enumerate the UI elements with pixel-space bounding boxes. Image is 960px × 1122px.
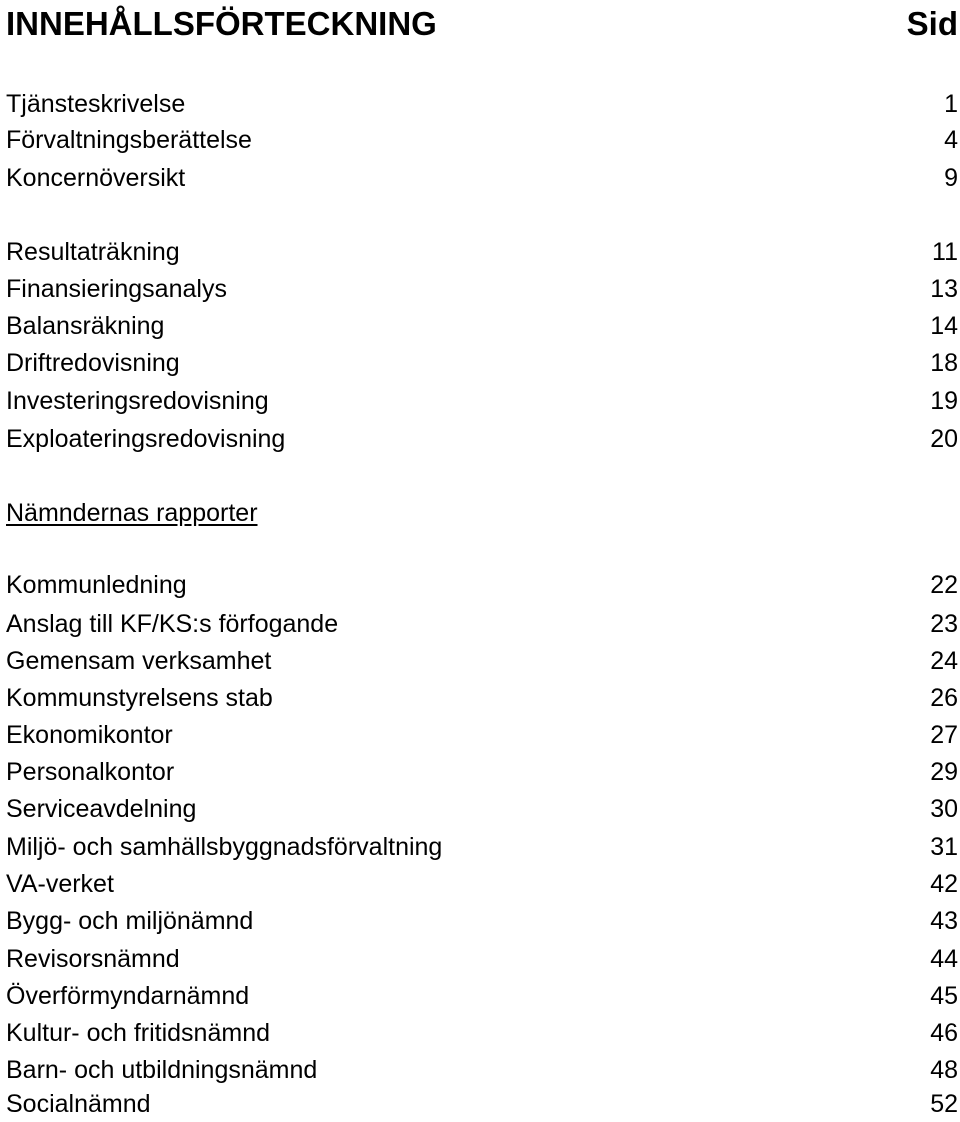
toc-entry-page: 52 [930, 1090, 958, 1118]
toc-entry-page: 26 [930, 684, 958, 712]
toc-entry [6, 606, 958, 642]
toc-entry-label: Driftredovisning [6, 349, 180, 377]
toc-entry-label: Barn- och utbildningsnämnd [6, 1056, 318, 1084]
toc-entry-label: Investeringsredovisning [6, 387, 269, 415]
toc-entry-label: Miljö- och samhällsbyggnadsförvaltning [6, 833, 443, 861]
toc-entry-page: 4 [944, 126, 958, 154]
toc-entry-label: Socialnämnd [6, 1090, 151, 1118]
toc-entry [6, 903, 958, 939]
toc-entry-page: 13 [930, 275, 958, 303]
toc-entry-label: Finansieringsanalys [6, 275, 227, 303]
toc-entry-page: 29 [930, 758, 958, 786]
toc-entry [6, 271, 958, 307]
toc-entry-page: 19 [930, 387, 958, 415]
toc-entry-page: 23 [930, 610, 958, 638]
toc-entry [6, 643, 958, 679]
toc-entry-label: Balansräkning [6, 312, 165, 340]
toc-entry-page: 44 [930, 945, 958, 973]
toc-entry-label: Kommunstyrelsens stab [6, 684, 273, 712]
toc-entry-label: Koncernöversikt [6, 164, 186, 192]
toc-entry-label: Tjänsteskrivelse [6, 90, 186, 118]
toc-entry-label: Personalkontor [6, 758, 175, 786]
toc-entry-label: Gemensam verksamhet [6, 647, 272, 675]
toc-entry-page: 30 [930, 795, 958, 823]
toc-entry [6, 829, 958, 865]
toc-entry-page: 9 [944, 164, 958, 192]
toc-entry-page: 45 [930, 982, 958, 1010]
page-column-heading: Sid [906, 5, 958, 42]
toc-entry-page: 46 [930, 1019, 958, 1047]
toc-entry-label: Serviceavdelning [6, 795, 197, 823]
toc-entry-label: Överförmyndarnämnd [6, 982, 250, 1010]
toc-entry-label: Anslag till KF/KS:s förfogande [6, 610, 339, 638]
toc-entry [6, 1052, 958, 1088]
toc-header [6, 2, 958, 46]
toc-entry-label: Kommunledning [6, 571, 187, 599]
toc-entry-page: 48 [930, 1056, 958, 1084]
toc-entry-page: 11 [932, 238, 958, 266]
toc-entry-page: 31 [930, 833, 958, 861]
toc-entry-page: 43 [930, 907, 958, 935]
toc-entry-page: 27 [930, 721, 958, 749]
toc-entry-page: 20 [930, 425, 958, 453]
toc-entry-label: Bygg- och miljönämnd [6, 907, 254, 935]
toc-entry [6, 680, 958, 716]
toc-entry-page: 42 [930, 870, 958, 898]
toc-entry-label: Exploateringsredovisning [6, 425, 286, 453]
toc-entry-page: 14 [930, 312, 958, 340]
toc-entry [6, 345, 958, 381]
toc-entry [6, 86, 958, 122]
toc-entry [6, 717, 958, 753]
toc-entry-page: 1 [944, 90, 958, 118]
toc-entry [6, 866, 958, 902]
toc-entry [6, 791, 958, 827]
toc-entry-page: 24 [930, 647, 958, 675]
toc-entry [6, 1015, 958, 1051]
section-heading: Nämndernas rapporter [6, 499, 258, 527]
toc-entry-label: Revisorsnämnd [6, 945, 180, 973]
toc-entry-label: Kultur- och fritidsnämnd [6, 1019, 271, 1047]
toc-entry [6, 122, 958, 158]
toc-entry [6, 383, 958, 419]
page-title: INNEHÅLLSFÖRTECKNING [6, 5, 437, 42]
toc-entry [6, 234, 958, 270]
toc-entry [6, 567, 958, 603]
toc-entry [6, 754, 958, 790]
toc-entry-label: Förvaltningsberättelse [6, 126, 252, 154]
toc-entry-label: VA-verket [6, 870, 114, 898]
toc-entry [6, 1086, 958, 1122]
toc-entry-page: 22 [930, 571, 958, 599]
toc-entry [6, 941, 958, 977]
toc-entry [6, 978, 958, 1014]
toc-entry-label: Ekonomikontor [6, 721, 173, 749]
toc-entry [6, 421, 958, 457]
toc-entry [6, 308, 958, 344]
toc-entry-page: 18 [930, 349, 958, 377]
toc-entry-label: Resultaträkning [6, 238, 180, 266]
toc-entry [6, 160, 958, 196]
